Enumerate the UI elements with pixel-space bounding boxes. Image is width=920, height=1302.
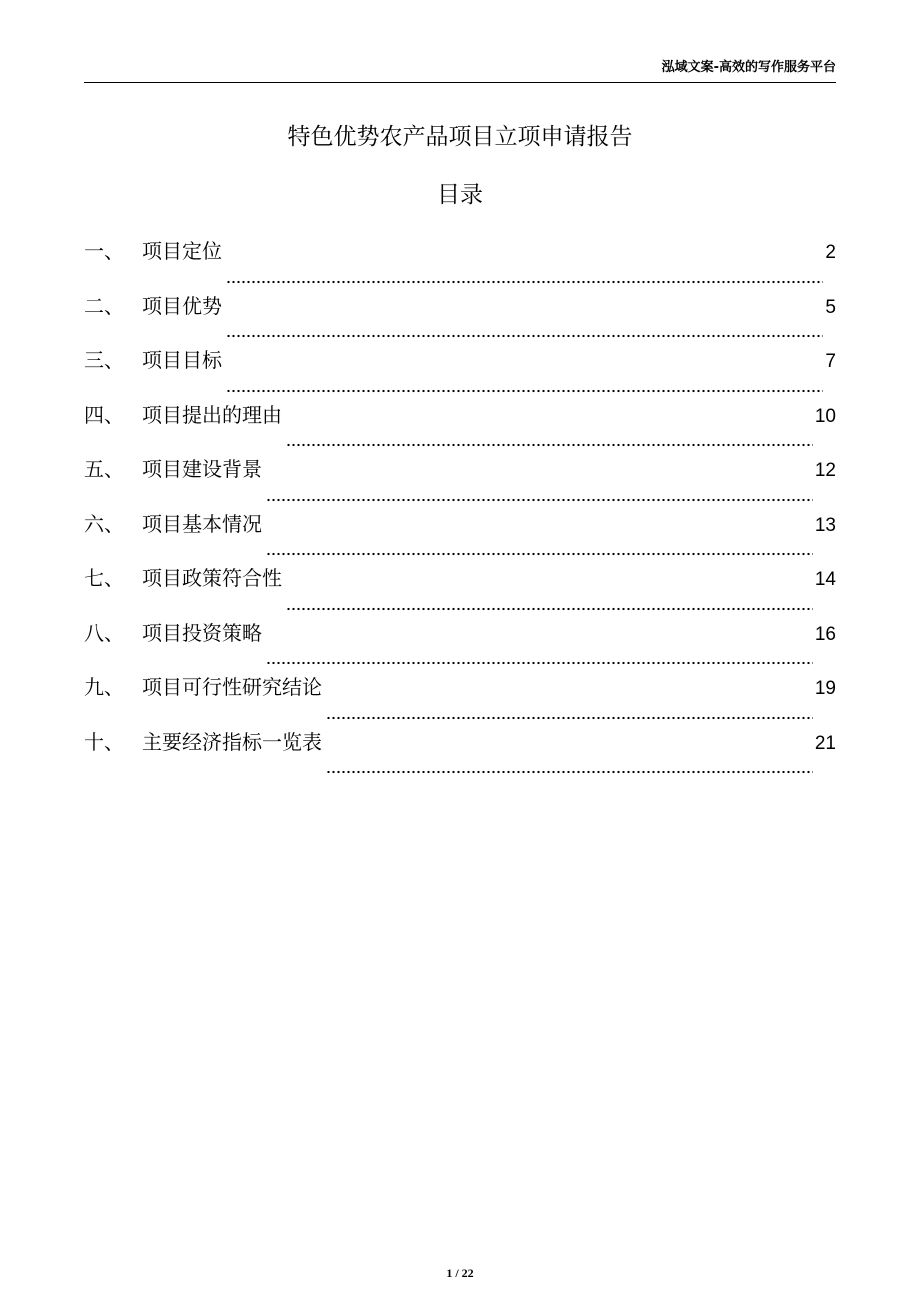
toc-entry-number: 四、 (84, 402, 124, 427)
toc-entry-page[interactable]: 21 (814, 732, 836, 754)
toc-entry-label[interactable]: 项目政策符合性 (142, 566, 282, 590)
toc-entry-number: 二、 (84, 293, 124, 318)
toc-entry-number: 五、 (84, 457, 124, 481)
toc-entry-page[interactable]: 5 (825, 296, 836, 318)
toc-entry-page[interactable]: 12 (814, 460, 836, 481)
toc-entry[interactable] (84, 563, 836, 618)
toc-entry-label[interactable]: 项目投资策略 (142, 620, 262, 645)
toc-entry[interactable] (84, 454, 836, 509)
toc-dot-leader (226, 334, 823, 338)
toc-entry-label[interactable]: 项目定位 (142, 239, 222, 263)
toc-entry-label[interactable]: 项目基本情况 (142, 511, 262, 536)
toc-dot-leader (266, 661, 813, 665)
toc-entry[interactable] (84, 509, 836, 564)
toc-entry-label[interactable]: 项目优势 (142, 293, 222, 318)
toc-entry-label[interactable]: 主要经济指标一览表 (142, 729, 322, 754)
toc-entry-number: 九、 (84, 675, 124, 699)
toc-dot-leader (326, 716, 813, 720)
toc-entry-label[interactable]: 项目目标 (142, 348, 222, 372)
toc-entry[interactable] (84, 236, 836, 291)
toc-entry-number: 八、 (84, 620, 124, 645)
toc-heading: 目录 (437, 182, 483, 208)
toc-entry-page[interactable]: 16 (814, 623, 836, 645)
toc-entry-number: 三、 (84, 348, 124, 372)
toc-dot-leader (226, 389, 823, 393)
toc-entry[interactable] (84, 727, 836, 782)
toc-entry[interactable] (84, 400, 836, 455)
toc-dot-leader (266, 498, 813, 502)
toc-entry-number: 六、 (84, 511, 124, 536)
table-of-contents (84, 236, 836, 781)
toc-entry[interactable] (84, 345, 836, 400)
toc-entry-label[interactable]: 项目建设背景 (142, 457, 262, 481)
toc-dot-leader (226, 280, 823, 284)
document-title: 特色优势农产品项目立项申请报告 (287, 124, 633, 150)
toc-entry-label[interactable]: 项目可行性研究结论 (142, 675, 322, 699)
toc-dot-leader (286, 443, 813, 447)
toc-entry-page[interactable]: 13 (814, 514, 836, 536)
header-divider (84, 82, 836, 83)
toc-entry-page[interactable]: 2 (825, 242, 836, 263)
toc-entry-page[interactable]: 7 (825, 351, 836, 372)
toc-dot-leader (266, 552, 813, 556)
toc-entry-number: 一、 (84, 239, 124, 263)
toc-entry-page[interactable]: 10 (814, 405, 836, 427)
toc-entry-page[interactable]: 19 (814, 678, 836, 699)
toc-dot-leader (286, 607, 813, 611)
toc-entry[interactable] (84, 672, 836, 727)
toc-entry-page[interactable]: 14 (814, 569, 836, 590)
header-brand: 泓域文案-高效的写作服务平台 (661, 60, 836, 75)
toc-dot-leader (326, 770, 813, 774)
toc-entry[interactable] (84, 291, 836, 346)
toc-entry-number: 七、 (84, 566, 124, 590)
page-indicator: 1 / 22 (446, 1266, 474, 1280)
toc-entry-label[interactable]: 项目提出的理由 (142, 402, 282, 427)
toc-entry[interactable] (84, 618, 836, 673)
toc-entry-number: 十、 (84, 729, 124, 754)
